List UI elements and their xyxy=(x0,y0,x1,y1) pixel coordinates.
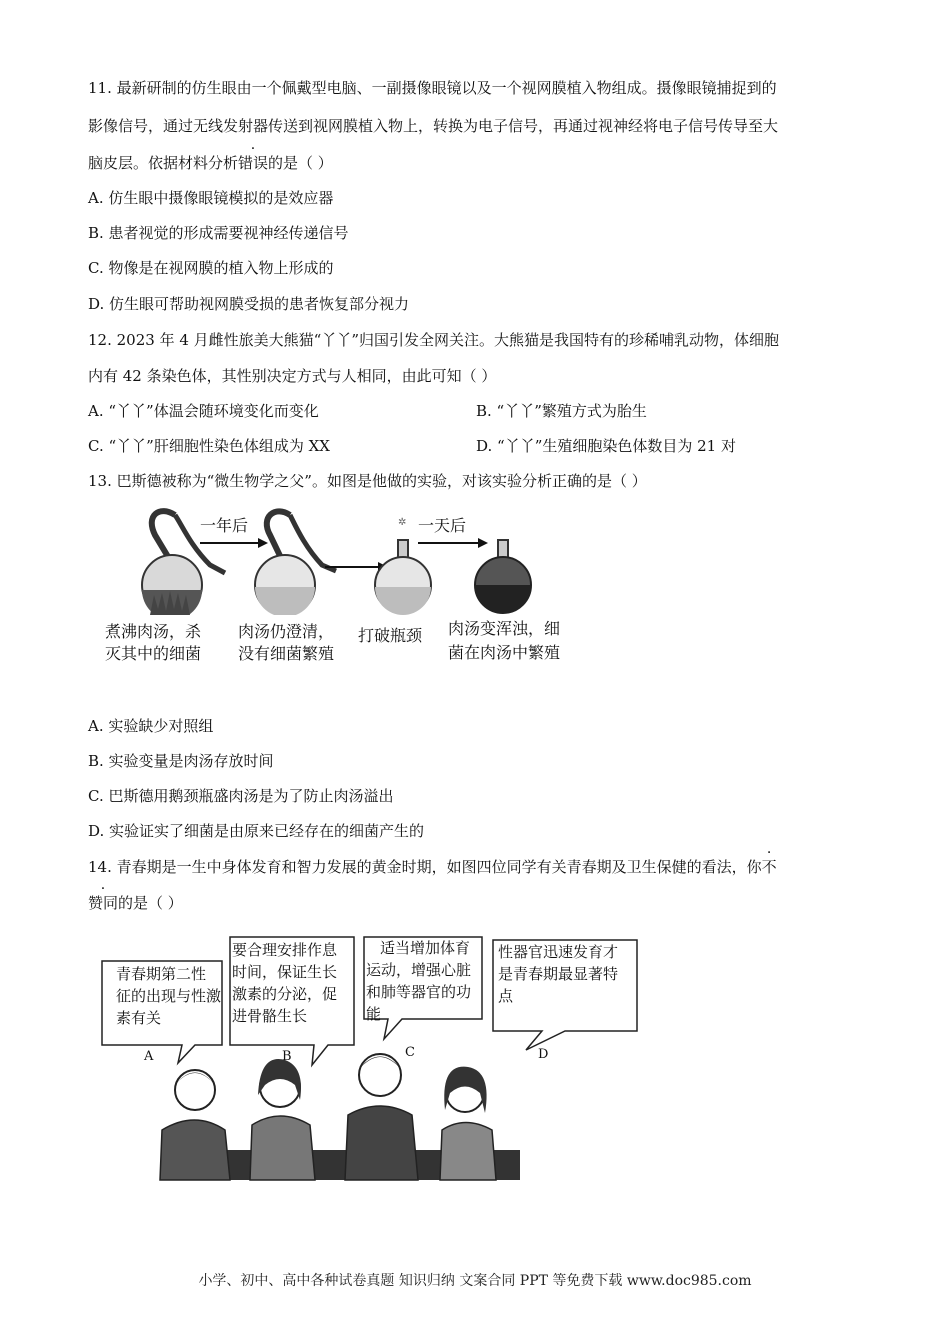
bubble-b-line3: 激素的分泌，促 xyxy=(232,985,338,1003)
bubble-a-line1: 青春期第二性 xyxy=(116,965,207,983)
arrow-label-one-day: 一天后 xyxy=(418,516,467,535)
student-c xyxy=(345,1054,418,1180)
student-d xyxy=(440,1067,496,1180)
caption-clear-line2: 没有细菌繁殖 xyxy=(238,644,335,663)
bubble-c-line2: 运动，增强心脏 xyxy=(366,961,472,979)
q12-stem-line1: 12. 2023 年 4 月雌性旅美大熊猫“丫丫”归国引发全网关注。大熊猫是我国特有的珍稀哺乳动物，体细胞 xyxy=(88,331,779,349)
bubble-c-line4: 能 xyxy=(366,1005,382,1023)
bubble-a-line3: 素有关 xyxy=(116,1009,162,1027)
label-c: C xyxy=(405,1045,415,1060)
q11-option-b: B. 患者视觉的形成需要视神经传递信号 xyxy=(88,224,349,242)
student-a xyxy=(160,1070,230,1180)
flask-turbid xyxy=(475,540,531,613)
caption-break-neck: 打破瓶颈 xyxy=(358,626,423,645)
q14-emphasis-agree: 赞同 xyxy=(88,894,119,912)
label-b: B xyxy=(282,1049,292,1064)
arrow-label-one-year: 一年后 xyxy=(200,516,249,535)
caption-boil-line2: 灭其中的细菌 xyxy=(105,644,202,663)
flask-clear xyxy=(255,511,336,615)
q11-stem-line3 xyxy=(88,153,333,173)
bubble-c-line1: 适当增加体育 xyxy=(380,939,471,957)
q12-option-a: A. “丫丫”体温会随环境变化而变化 xyxy=(88,402,319,420)
q12-option-d: D. “丫丫”生殖细胞染色体数目为 21 对 xyxy=(476,437,736,455)
q11-stem-line2: 影像信号，通过无线发射器传送到视网膜植入物上，转换为电子信号，再通过视神经将电子信号传导至大 xyxy=(88,117,779,135)
q13-option-d: D. 实验证实了细菌是由原来已经存在的细菌产生的 xyxy=(88,822,425,840)
q11-option-d: D. 仿生眼可帮助视网膜受损的患者恢复部分视力 xyxy=(88,295,410,313)
puberty-discussion-figure xyxy=(100,935,645,1185)
bubble-a-text xyxy=(116,963,221,1029)
arrow-head-3 xyxy=(478,538,488,548)
bubble-d-line1: 性器官迅速发育才 xyxy=(498,943,619,961)
caption-turbid-line2: 菌在肉汤中繁殖 xyxy=(448,643,561,662)
q14-stem-line1-a: 14. 青春期是一生中身体发育和智力发展的黄金时期，如图四位同学有关青春期及卫生保健的看法，你 xyxy=(88,858,762,876)
q11-stem-line3-c: 的是（ ） xyxy=(268,154,333,172)
q11-stem-line3-a: 脑皮层。依据材料分析 xyxy=(88,154,239,172)
caption-clear-line1: 肉汤仍澄清， xyxy=(238,622,335,641)
pasteur-flasks-illustration xyxy=(100,505,580,615)
bubble-b-line1: 要合理安排作息 xyxy=(232,941,338,959)
bubble-a-line2: 征的出现与性激 xyxy=(116,987,222,1005)
bubble-b-line2: 时间，保证生长 xyxy=(232,963,338,981)
student-b xyxy=(250,1059,315,1180)
q13-option-b: B. 实验变量是肉汤存放时间 xyxy=(88,752,274,770)
bubble-d-text xyxy=(498,941,618,1007)
q11-option-a: A. 仿生眼中摄像眼镜模拟的是效应器 xyxy=(88,189,334,207)
label-d: D xyxy=(538,1047,549,1062)
label-a: A xyxy=(144,1049,154,1064)
q12-option-b: B. “丫丫”繁殖方式为胎生 xyxy=(476,402,647,420)
caption-turbid-line1: 肉汤变浑浊，细 xyxy=(448,619,561,638)
pasteur-experiment-figure xyxy=(100,505,580,675)
footer-ad: 小学、初中、高中各种试卷真题 知识归纳 文案合同 PPT 等免费下载 www.doc985.com xyxy=(198,1273,752,1289)
q11-emphasis-word: 错误 xyxy=(238,154,269,172)
arrow-head-1 xyxy=(258,538,268,548)
svg-text:✲: ✲ xyxy=(398,517,407,528)
q14-stem-line2-b: 的是（ ） xyxy=(118,894,183,912)
bubble-d-line3: 点 xyxy=(498,987,514,1005)
bubble-c-line3: 和肺等器官的功 xyxy=(366,983,472,1001)
q14-emphasis-not: 不 xyxy=(761,858,777,876)
bubble-b-text xyxy=(232,939,337,1027)
q13-stem: 13. 巴斯德被称为“微生物学之父”。如图是他做的实验，对该实验分析正确的是（ ） xyxy=(88,472,647,490)
q13-option-a: A. 实验缺少对照组 xyxy=(88,717,214,735)
caption-boil-line1: 煮沸肉汤，杀 xyxy=(105,622,202,641)
q11-option-c: C. 物像是在视网膜的植入物上形成的 xyxy=(88,259,334,277)
q14-stem-line1 xyxy=(88,857,777,877)
q14-stem-line2 xyxy=(88,893,183,913)
bubble-b-line4: 进骨骼生长 xyxy=(232,1007,308,1025)
q11-stem-line1: 11. 最新研制的仿生眼由一个佩戴型电脑、一副摄像眼镜以及一个视网膜植入物组成。摄像眼镜捕捉到的 xyxy=(88,79,777,97)
bubble-c-text xyxy=(366,937,471,1025)
q13-option-c: C. 巴斯德用鹅颈瓶盛肉汤是为了防止肉汤溢出 xyxy=(88,787,394,805)
q12-option-c: C. “丫丫”肝细胞性染色体组成为 XX xyxy=(88,437,330,455)
bubble-d-line2: 是青春期最显著特 xyxy=(498,965,619,983)
q12-stem-line2: 内有 42 条染色体，其性别决定方式与人相同，由此可知（ ） xyxy=(88,367,497,385)
